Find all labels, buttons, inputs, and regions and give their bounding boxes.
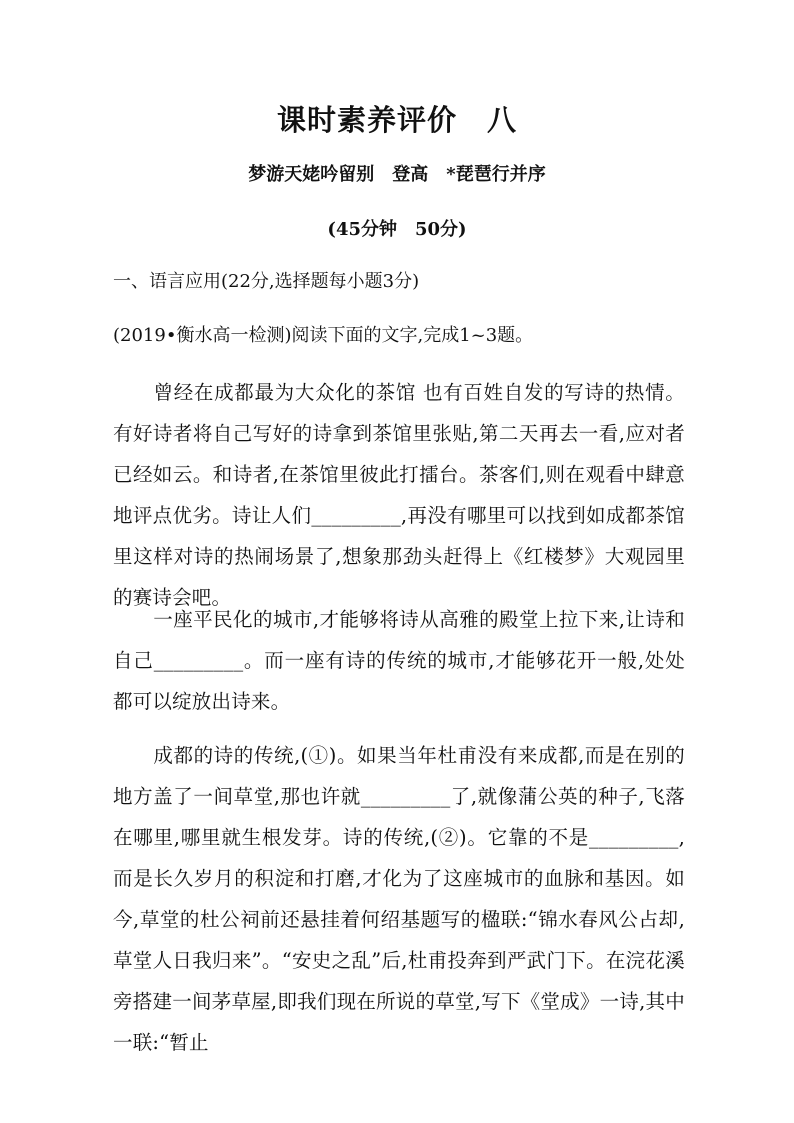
section-heading: 一、语言应用(22分,选择题每小题3分) [113,271,420,292]
question-intro: (2019•衡水高一检测)阅读下面的文字,完成1~3题。 [113,325,534,346]
passage-paragraph-2 [113,599,685,722]
page-title: 课时素养评价 八 [276,103,517,137]
lesson-subtitle: 梦游天姥吟留别 登高 *琵琶行并序 [248,164,546,185]
paragraph-text: 成都的诗的传统,(①)。如果当年杜甫没有来成都,而是在别的地方盖了一间草堂,那也许就_________了,就像蒲公英的种子,飞落在哪里,哪里就生根发芽。诗的传统,(②)。它靠的不是_________,而是长久岁月的积淀和打磨,才化为了这座城市的血脉和基因。如今,草堂的杜公祠前还悬挂着何绍基题写的楹联:“锦水春风公占却,草堂人日我归来”。“安史之乱”后,杜甫投奔到严武门下。在浣花溪旁搭建一间茅草屋,即我们现在所说的草堂,写下《堂成》一诗,其中一联:“暂止 [113,744,685,1054]
paragraph-text: 一座平民化的城市,才能够将诗从高雅的殿堂上拉下来,让诗和自己_________。而一座有诗的传统的城市,才能够花开一般,处处都可以绽放出诗来。 [113,608,685,713]
time-score-info: (45分钟 50分) [327,219,467,240]
paragraph-text: 曾经在成都最为大众化的茶馆 也有百姓自发的写诗的热情。有好诗者将自己写好的诗拿到茶馆里张贴,第二天再去一看,应对者已经如云。和诗者,在茶馆里彼此打擂台。茶客们,则在观看中肆意地评点优劣。诗让人们_________,再没有哪里可以找到如成都茶馆里这样对诗的热闹场景了,想象那劲头赶得上《红楼梦》大观园里的赛诗会吧。 [113,381,685,609]
passage-paragraph-1 [113,372,685,618]
passage-paragraph-3 [113,735,685,1063]
